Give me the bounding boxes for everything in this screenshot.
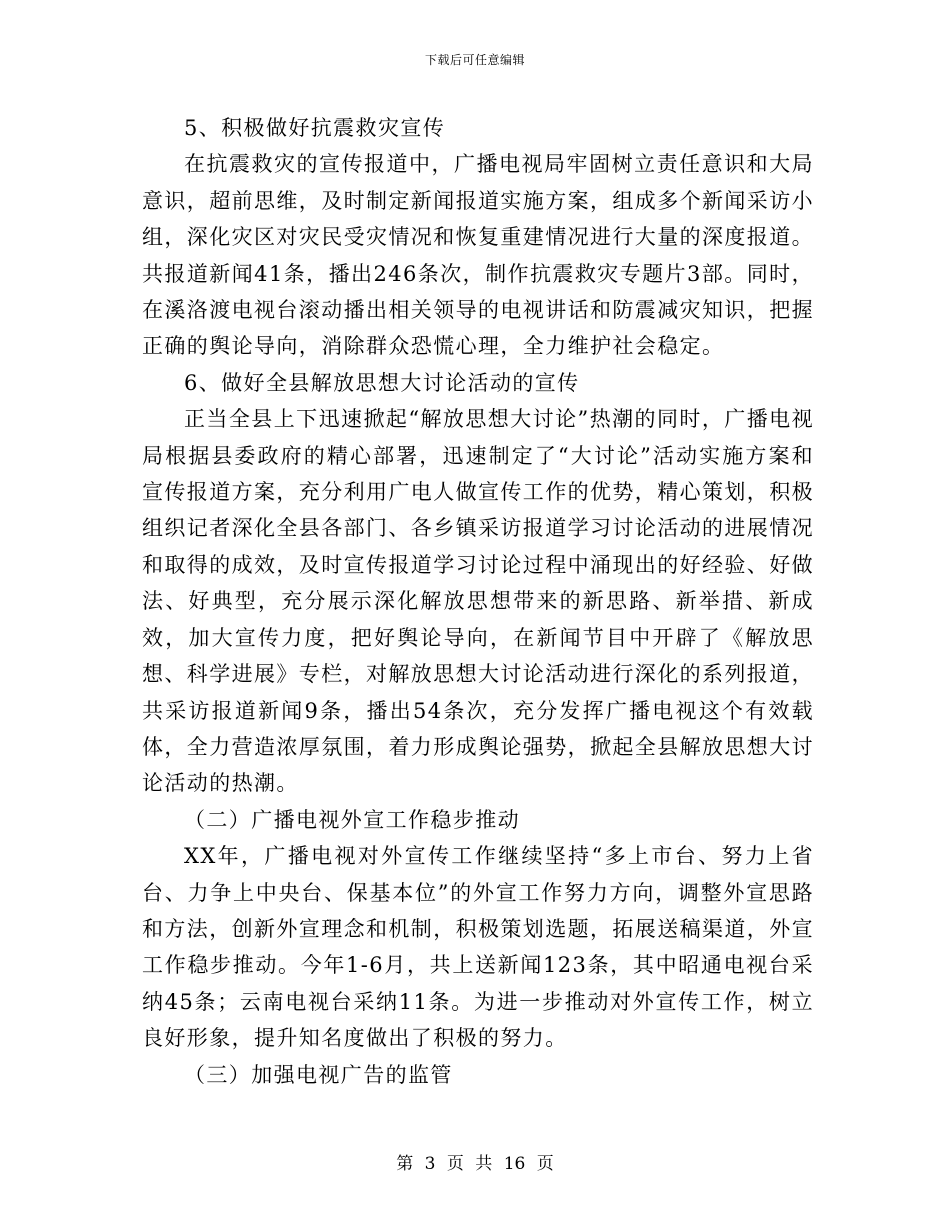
section-heading-5: 5、积极做好抗震救灾宣传 [184, 116, 446, 140]
paragraph-thought-liberation: 正当全县上下迅速掀起“解放思想大讨论”热潮的同时，广播电视局根据县委政府的精心部署，迅速制定了“大讨论”活动实施方案和宣传报道方案，充分利用广电人做宣传工作的优势，精心策划，积极组织记者深化全县各部门、各乡镇采访报道学习讨论活动的进展情况和取得的成效，及时宣传报道学习讨论过程中涌现出的好经验、好做法、好典型，充分展示深化解放思想带来的新思路、新举措、新成效，加大宣传力度，把好舆论导向，在新闻节目中开辟了《解放思想、科学进展》专栏，对解放思想大讨论活动进行深化的系列报道，共采访报道新闻9条，播出54条次，充分发挥广播电视这个有效载体，全力营造浓厚氛围，着力形成舆论强势，掀起全县解放思想大讨论活动的热潮。 [142, 407, 814, 796]
document-body [142, 110, 814, 1093]
section-heading-3: （三）加强电视广告的监管 [184, 1062, 453, 1087]
paragraph-external-publicity: XX年，广播电视对外宣传工作继续坚持“多上市台、努力上省台、力争上中央台、保基本位”的外宣工作努力方向，调整外宣思路和方法，创新外宣理念和机制，积极策划选题，拓展送稿渠道，外宣工作稳步推动。今年1-6月，共上送新闻123条，其中昭通电视台采纳45条；云南电视台采纳11条。为进一步推动对外宣传工作，树立良好形象，提升知名度做出了积极的努力。 [142, 844, 814, 1051]
paragraph-earthquake-relief: 在抗震救灾的宣传报道中，广播电视局牢固树立责任意识和大局意识，超前思维，及时制定新闻报道实施方案，组成多个新闻采访小组，深化灾区对灾民受灾情况和恢复重建情况进行大量的深度报道。共报道新闻41条，播出246条次，制作抗震救灾专题片3部。同时，在溪洛渡电视台滚动播出相关领导的电视讲话和防震减灾知识，把握正确的舆论导向，消除群众恐慌心理，全力维护社会稳定。 [142, 152, 814, 359]
section-heading-2: （二）广播电视外宣工作稳步推动 [184, 807, 520, 832]
page-header: 下载后可任意编辑 [424, 53, 525, 67]
page-number: 第 3 页 共 16 页 [396, 1154, 554, 1174]
section-heading-6: 6、做好全县解放思想大讨论活动的宣传 [184, 370, 580, 395]
